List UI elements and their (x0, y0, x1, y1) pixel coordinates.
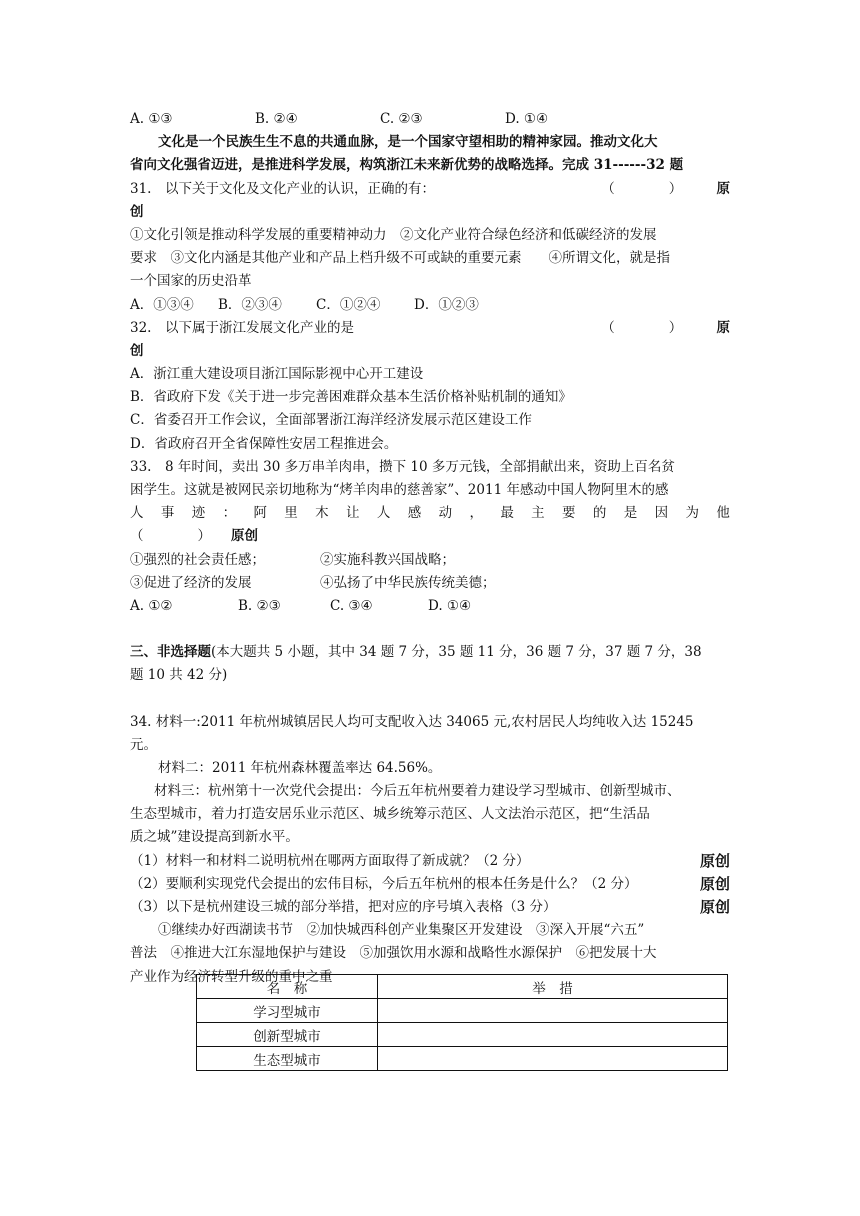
q34-sub-1-tag: 原创 (699, 851, 730, 870)
section3-desc-1: (本大题共 5 小题，其中 34 题 7 分，35 题 11 分，36 题 7 分，37 题 7 分，38 (211, 644, 702, 661)
q32-option-d: D．省政府召开全省保障性安居工程推进会。 (130, 435, 398, 452)
q34-measures-line-3: 产业作为经济转型升级的重中之重 (130, 968, 333, 985)
q33-bracket: （ ） (130, 528, 211, 545)
q34-sub-2-tag: 原创 (699, 874, 730, 893)
q31-bracket: （ ） (601, 180, 683, 197)
q31-option-b: B．②③④ (218, 296, 282, 313)
intro-line-2: 省向文化强省迈进，是推进科学发展，构筑浙江未来新优势的战略选择。完成 31------32 题 (130, 157, 684, 174)
q32-option-b: B．省政府下发《关于进一步完善困难群众基本生活价格补贴机制的通知》 (130, 389, 572, 406)
q34-sub-3-tag: 原创 (699, 898, 730, 917)
table-row (197, 999, 728, 1023)
q31-tag-a: 原 (716, 180, 730, 197)
table-header-name: 名 称 (197, 975, 378, 999)
section3-desc-2: 题 10 共 42 分) (130, 667, 228, 684)
q31-items-line-3: 一个国家的历史沿革 (130, 273, 252, 290)
table-header-measure: 举 措 (378, 975, 728, 999)
q33-option-a: A. ①② (130, 597, 173, 614)
table-row (197, 1047, 728, 1071)
q32-bracket: （ ） (601, 319, 683, 336)
table-row (197, 1023, 728, 1047)
q30-options (130, 108, 730, 131)
q31-stem: 31. 以下关于文化及文化产业的认识，正确的有： (130, 180, 435, 197)
q31-option-a: A．①③④ (130, 296, 194, 313)
q31-option-d: D．①②③ (414, 296, 479, 313)
q31-option-c: C．①②④ (316, 296, 381, 313)
exam-page (130, 108, 730, 989)
q31-head (130, 178, 730, 201)
q33-item-1: ①强烈的社会责任感； (130, 551, 265, 568)
q33-line-2: 困学生。这就是被网民亲切地称为“烤羊肉串的慈善家”、2011 年感动中国人物阿里木的感 (130, 482, 669, 499)
q33-line-1: 33. 8 年时间，卖出 30 多万串羊肉串，攒下 10 多万元钱，全部捐献出来，资助上百名贫 (130, 458, 675, 475)
table-row-label: 学习型城市 (197, 999, 378, 1023)
intro-line-1: 文化是一个民族生生不息的共通血脉，是一个国家守望相助的精神家园。推动文化大 (158, 134, 658, 151)
q31-tag-b: 创 (130, 203, 144, 220)
q32-option-c: C．省委召开工作会议，全面部署浙江海洋经济发展示范区建设工作 (130, 412, 532, 429)
section3-title: 三、非选择题 (130, 644, 211, 661)
q32-tag-a: 原 (716, 319, 730, 336)
q33-items-row-2 (130, 572, 730, 595)
q31-items-line-1: ①文化引领是推动科学发展的重要精神动力 ②文化产业符合绿色经济和低碳经济的发展 (130, 226, 657, 243)
table-answer-cell[interactable] (378, 999, 728, 1023)
q34-material-1-line-1: 34. 材料一:2011 年杭州城镇居民人均可支配收入达 34065 元,农村居民人均纯收入达 15245 (130, 713, 694, 730)
q34-material-1-line-2: 元。 (130, 736, 157, 753)
q34-material-3-line-2: 生态型城市，着力打造安居乐业示范区、城乡统筹示范区、人文法治示范区，把“生活品 (130, 806, 650, 823)
section3-heading (130, 641, 730, 664)
q34-material-3-line-3: 质之城”建设提高到新水平。 (130, 829, 299, 846)
q32-tag-b: 创 (130, 342, 144, 359)
q31-options (130, 294, 730, 317)
measures-table (196, 974, 728, 1071)
table-row-label: 生态型城市 (197, 1047, 378, 1071)
table-row-label: 创新型城市 (197, 1023, 378, 1047)
q34-sub-3: （3）以下是杭州建设三城的部分举措，把对应的序号填入表格（3 分） 原创 (130, 896, 730, 919)
q34-measures-line-1: ①继续办好西湖读书节 ②加快城西科创产业集聚区开发建设 ③深入开展“六五” (158, 922, 645, 939)
q30-option-a: A. ①③ (130, 111, 173, 127)
q34-material-3-line-1: 材料三：杭州第十一次党代会提出：今后五年杭州要着力建设学习型城市、创新型城市、 (154, 783, 681, 800)
table-answer-cell[interactable] (378, 1047, 728, 1071)
q33-options (130, 595, 730, 618)
q33-option-c: C. ③④ (330, 597, 373, 614)
q34-sub-2: （2）要顺利实现党代会提出的宏伟目标，今后五年杭州的根本任务是什么？（2 分） 原创 (130, 873, 730, 896)
table-header-row (197, 975, 728, 999)
q32-head (130, 317, 730, 340)
q32-option-a: A．浙江重大建设项目浙江国际影视中心开工建设 (130, 366, 424, 383)
q32-stem: 32. 以下属于浙江发展文化产业的是 (130, 319, 354, 336)
q34-measures-line-2: 普法 ④推进大江东湿地保护与建设 ⑤加强饮用水源和战略性水源保护 ⑥把发展十大 (130, 945, 657, 962)
q30-option-b: B. ②④ (255, 111, 298, 127)
q33-item-3: ③促进了经济的发展 (130, 574, 252, 591)
q33-item-4: ④弘扬了中华民族传统美德； (320, 574, 496, 591)
q33-line-3: 人 事 迹 ： 阿 里 木 让 人 感 动 ， 最 主 要 的 是 因 为 他 (130, 505, 730, 522)
q33-tag: 原创 (231, 528, 258, 545)
q33-item-2: ②实施科教兴国战略； (320, 551, 455, 568)
table-answer-cell[interactable] (378, 1023, 728, 1047)
q33-option-b: B. ②③ (238, 597, 281, 614)
q33-bracket-line (130, 525, 730, 548)
q30-option-c: C. ②③ (380, 111, 423, 127)
q33-option-d: D. ①④ (428, 597, 472, 614)
q33-items-row-1 (130, 549, 730, 572)
q31-items-line-2: 要求 ③文化内涵是其他产业和产品上档升级不可或缺的重要元素 ④所谓文化，就是指 (130, 250, 670, 267)
q34-material-2: 材料二：2011 年杭州森林覆盖率达 64.56%。 (158, 759, 442, 776)
q34-sub-1: （1）材料一和材料二说明杭州在哪两方面取得了新成就？（2 分） 原创 (130, 850, 730, 873)
q30-option-d: D. ①④ (505, 111, 549, 127)
